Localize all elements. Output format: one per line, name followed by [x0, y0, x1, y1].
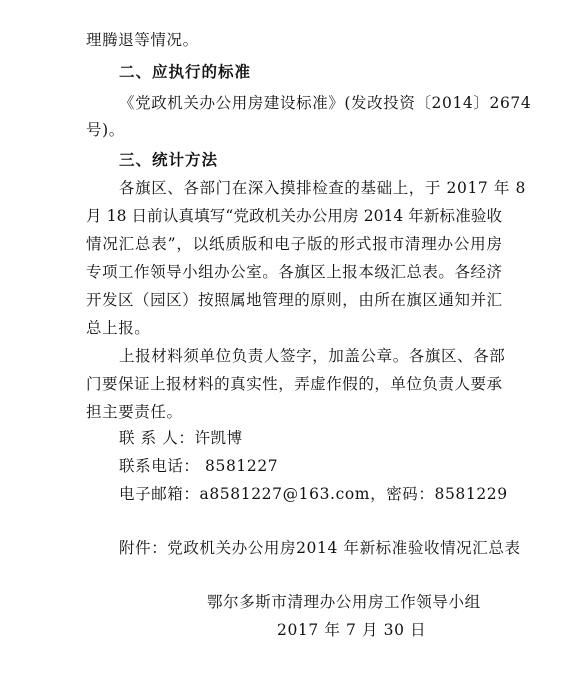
standard-reference-line-end: 号)。	[86, 121, 125, 139]
section-heading-method: 三、统计方法	[119, 151, 219, 169]
method-paragraph-line: 专项工作领导小组办公室。各旗区上报本级汇总表。各经济	[86, 263, 502, 281]
method-paragraph-line: 月 18 日前认真填写“党政机关办公用房 2014 年新标准验收	[86, 207, 502, 225]
signing-organization: 鄂尔多斯市清理办公用房工作领导小组	[207, 593, 481, 611]
signing-date: 2017 年 7 月 30 日	[277, 621, 427, 639]
contact-phone: 联系电话： 8581227	[119, 457, 279, 475]
standard-reference-line: 《党政机关办公用房建设标准》(发改投资〔2014〕2674	[119, 94, 532, 112]
method-paragraph-line: 各旗区、各部门在深入摸排检查的基础上，于 2017 年 8	[119, 179, 526, 197]
contact-email: 电子邮箱：a8581227@163.com，密码：8581229	[119, 485, 508, 503]
section-heading-standard: 二、应执行的标准	[119, 63, 252, 81]
method-paragraph-line: 情况汇总表”，以纸质版和电子版的形式报市清理办公用房	[86, 235, 502, 253]
responsibility-paragraph-line: 门要保证上报材料的真实性，弄虚作假的，单位负责人要承	[86, 375, 502, 393]
responsibility-paragraph-line: 上报材料须单位负责人签字，加盖公章。各旗区、各部	[119, 347, 506, 365]
responsibility-paragraph-line: 担主要责任。	[86, 403, 183, 421]
method-paragraph-line: 总上报。	[86, 319, 151, 337]
continued-text-line: 理腾退等情况。	[86, 31, 199, 49]
method-paragraph-line: 开发区（园区）按照属地管理的原则，由所在旗区通知并汇	[86, 291, 502, 309]
attachment-note: 附件：党政机关办公用房2014 年新标准验收情况汇总表	[119, 539, 521, 557]
contact-person: 联 系 人：许凯博	[119, 429, 243, 447]
